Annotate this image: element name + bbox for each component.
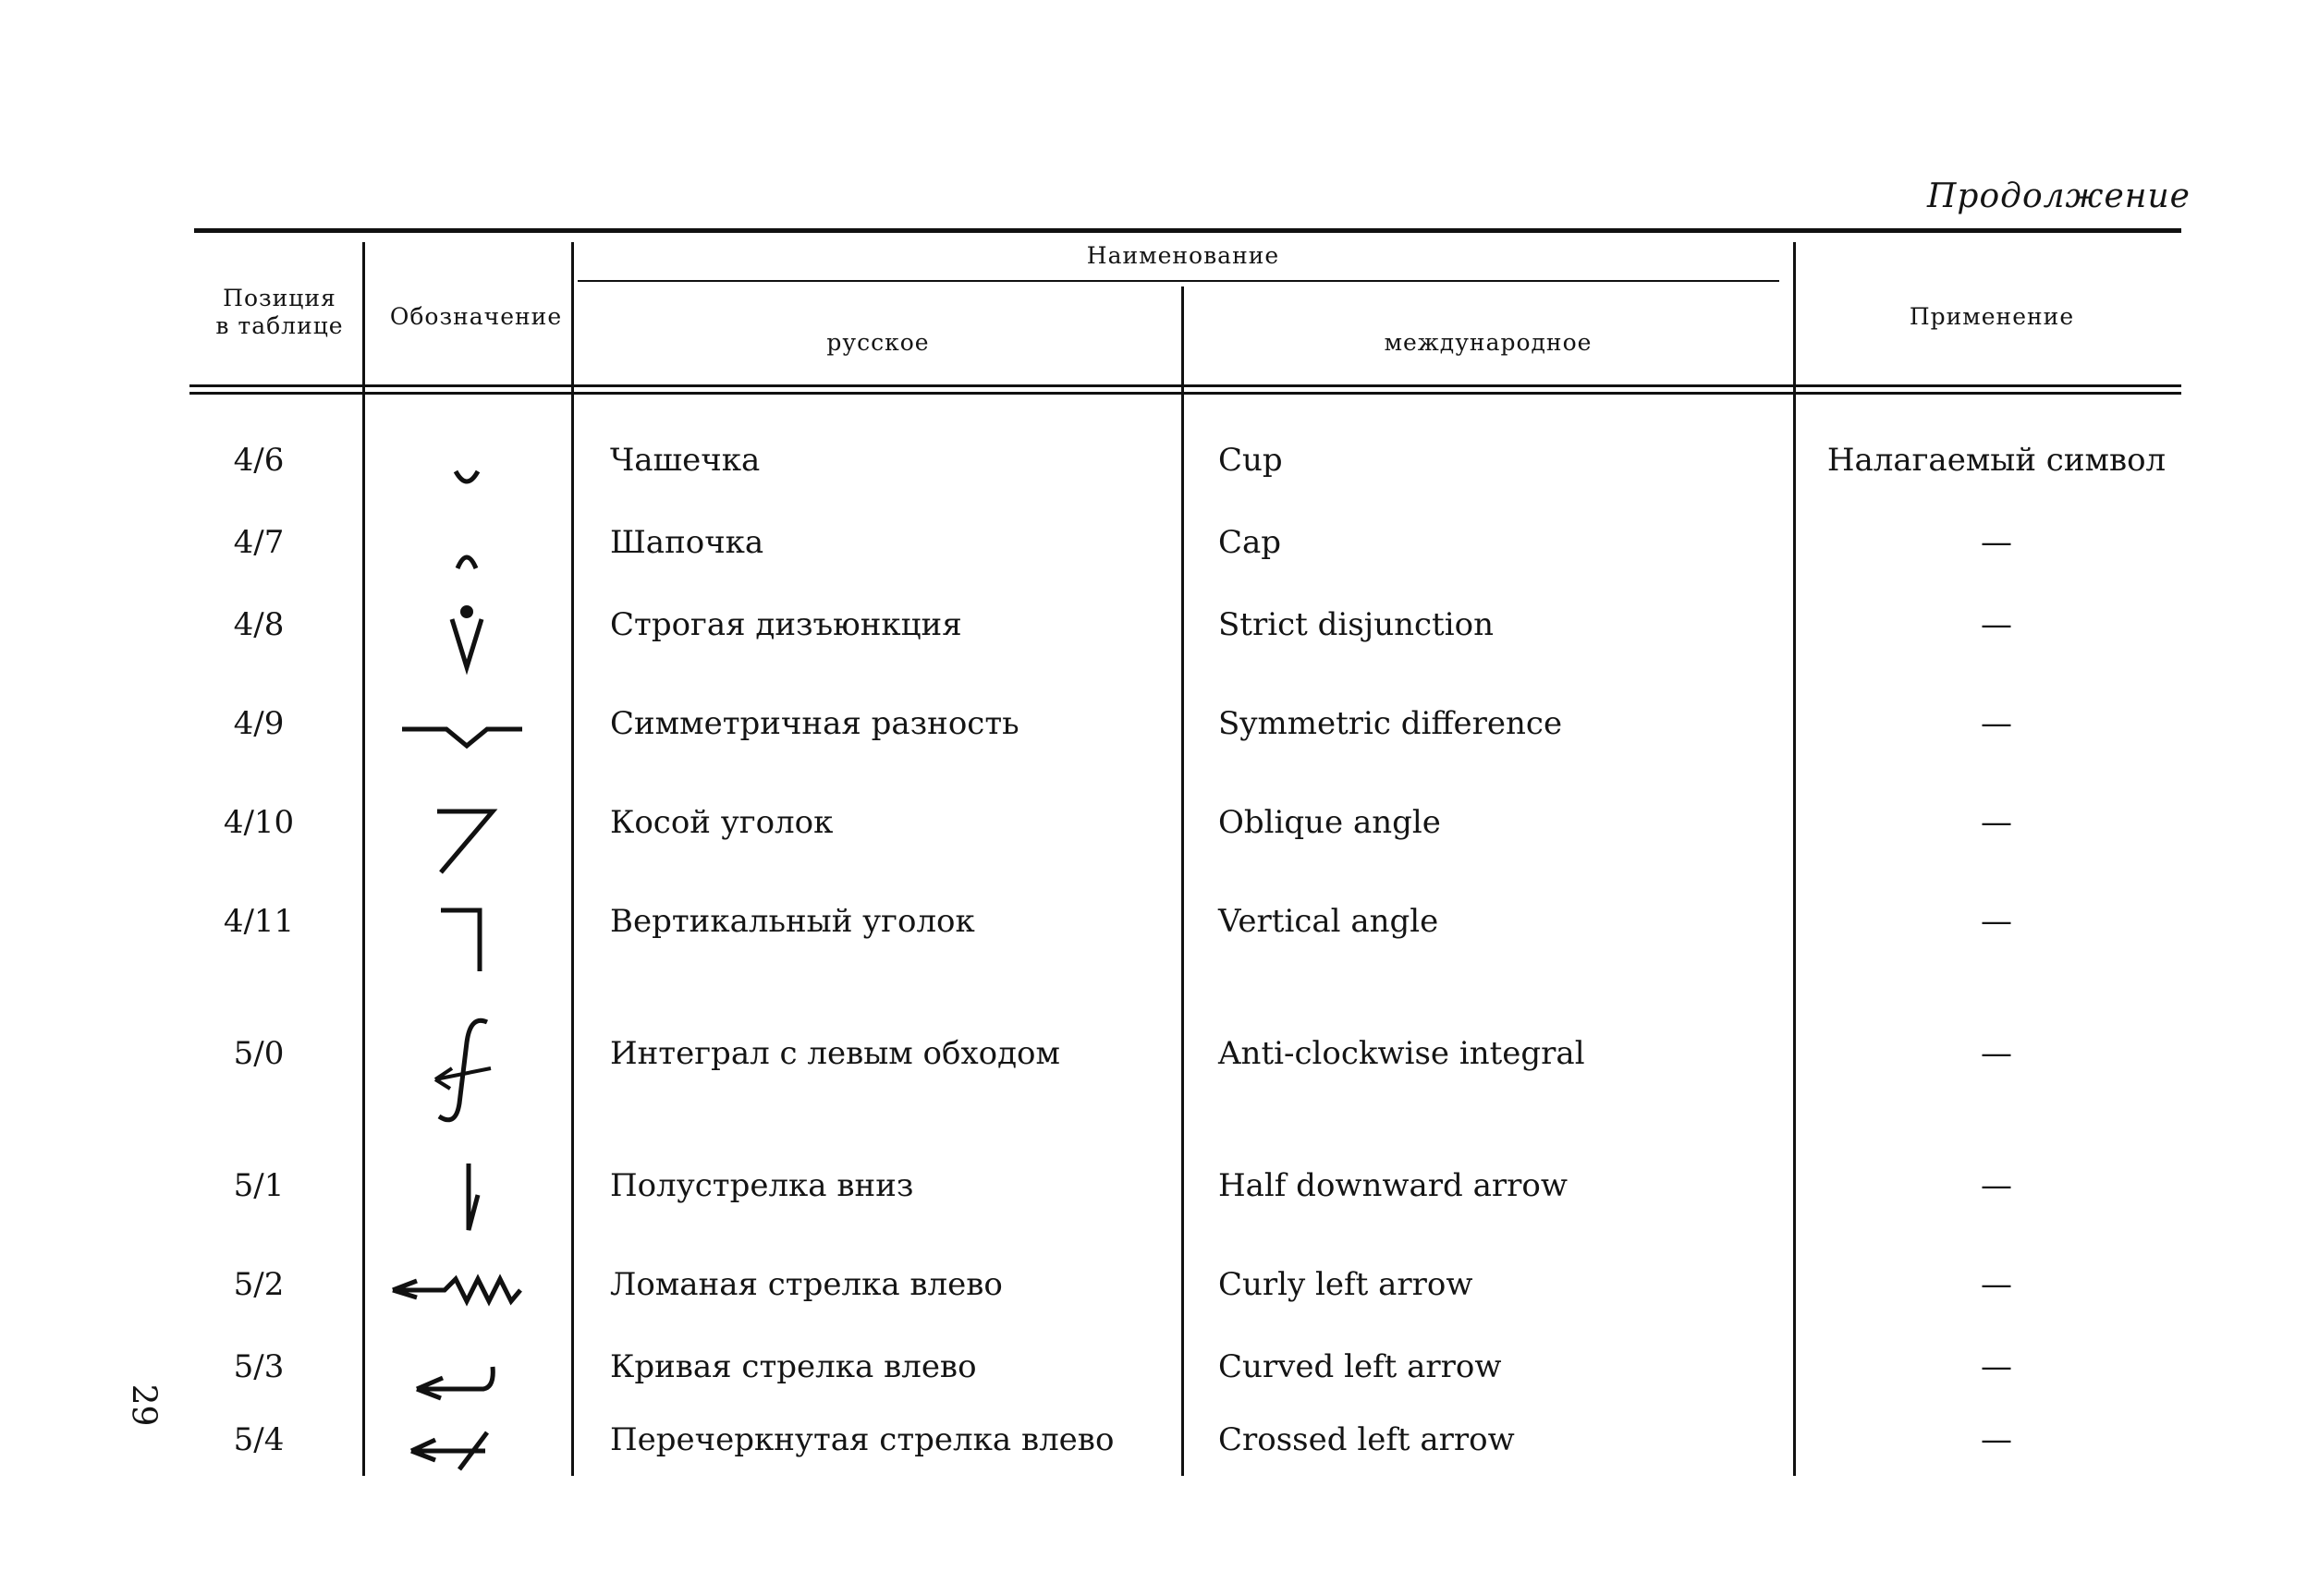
vertical-angle-icon [374,892,559,969]
header-bottom-rule-1 [189,384,2181,387]
row-application: — [1981,903,2012,940]
row-international-name: Curly left arrow [1218,1266,1473,1303]
row-international-name: Anti-clockwise integral [1218,1035,1585,1072]
page-number: 29 [124,1383,163,1427]
header-name: Наименование [1086,242,1280,269]
row-international-name: Curved left arrow [1218,1348,1502,1385]
row-russian-name: Симметричная разность [610,705,1019,742]
row-russian-name: Вертикальный уголок [610,903,975,940]
col-divider-1 [362,242,365,1476]
row-russian-name: Косой уголок [610,804,834,841]
header-russian: русское [826,329,930,356]
row-russian-name: Ломаная стрелка влево [610,1266,1003,1303]
row-russian-name: Чашечка [610,442,761,479]
row-russian-name: Перечеркнутая стрелка влево [610,1421,1115,1458]
header-position: Позиция в таблице [215,285,344,339]
row-application: — [1981,804,2012,841]
row-russian-name: Кривая стрелка влево [610,1348,977,1385]
row-application: — [1981,524,2012,561]
row-international-name: Cap [1218,524,1282,561]
col-divider-2 [571,242,574,1476]
cup-icon [374,431,559,508]
row-international-name: Symmetric difference [1218,705,1563,742]
row-application: — [1981,606,2012,643]
row-position: 5/1 [233,1167,285,1204]
row-position: 4/11 [223,903,295,940]
row-russian-name: Строгая дизъюнкция [610,606,962,643]
half-down-arrow-icon [374,1156,559,1234]
header-name-rule [578,280,1779,282]
header-designation: Обозначение [389,303,563,330]
col-divider-3 [1181,286,1184,1476]
row-application: Налагаемый символ [1826,442,2167,479]
header-application: Применение [1909,303,2075,330]
table-top-rule [194,228,2181,233]
continuation-caption: Продолжение [1927,177,2191,215]
strict-disjunction-icon [374,595,559,673]
row-position: 5/4 [233,1421,285,1458]
row-application: — [1981,1421,2012,1458]
oblique-angle-icon [374,793,559,871]
row-international-name: Cup [1218,442,1283,479]
curved-left-arrow-icon [374,1337,559,1415]
row-position: 4/8 [233,606,285,643]
cap-icon [374,513,559,591]
curly-left-arrow-icon [374,1255,559,1333]
row-position: 4/10 [223,804,295,841]
row-position: 4/6 [233,442,285,479]
row-international-name: Oblique angle [1218,804,1441,841]
row-russian-name: Шапочка [610,524,764,561]
row-application: — [1981,1167,2012,1204]
row-russian-name: Полустрелка вниз [610,1167,914,1204]
row-international-name: Strict disjunction [1218,606,1494,643]
header-international: международное [1384,329,1593,356]
row-application: — [1981,705,2012,742]
row-international-name: Crossed left arrow [1218,1421,1515,1458]
row-international-name: Vertical angle [1218,903,1439,940]
row-position: 5/2 [233,1266,285,1303]
row-application: — [1981,1348,2012,1385]
row-position: 4/7 [233,524,285,561]
row-application: — [1981,1266,2012,1303]
row-position: 5/3 [233,1348,285,1385]
row-international-name: Half downward arrow [1218,1167,1568,1204]
row-application: — [1981,1035,2012,1072]
row-russian-name: Интеграл с левым обходом [610,1035,1060,1072]
crossed-left-arrow-icon [374,1410,559,1488]
header-bottom-rule-2 [189,392,2181,395]
symmetric-difference-icon [374,694,559,772]
row-position: 4/9 [233,705,285,742]
row-position: 5/0 [233,1035,285,1072]
anticlockwise-integral-icon [374,1024,559,1102]
